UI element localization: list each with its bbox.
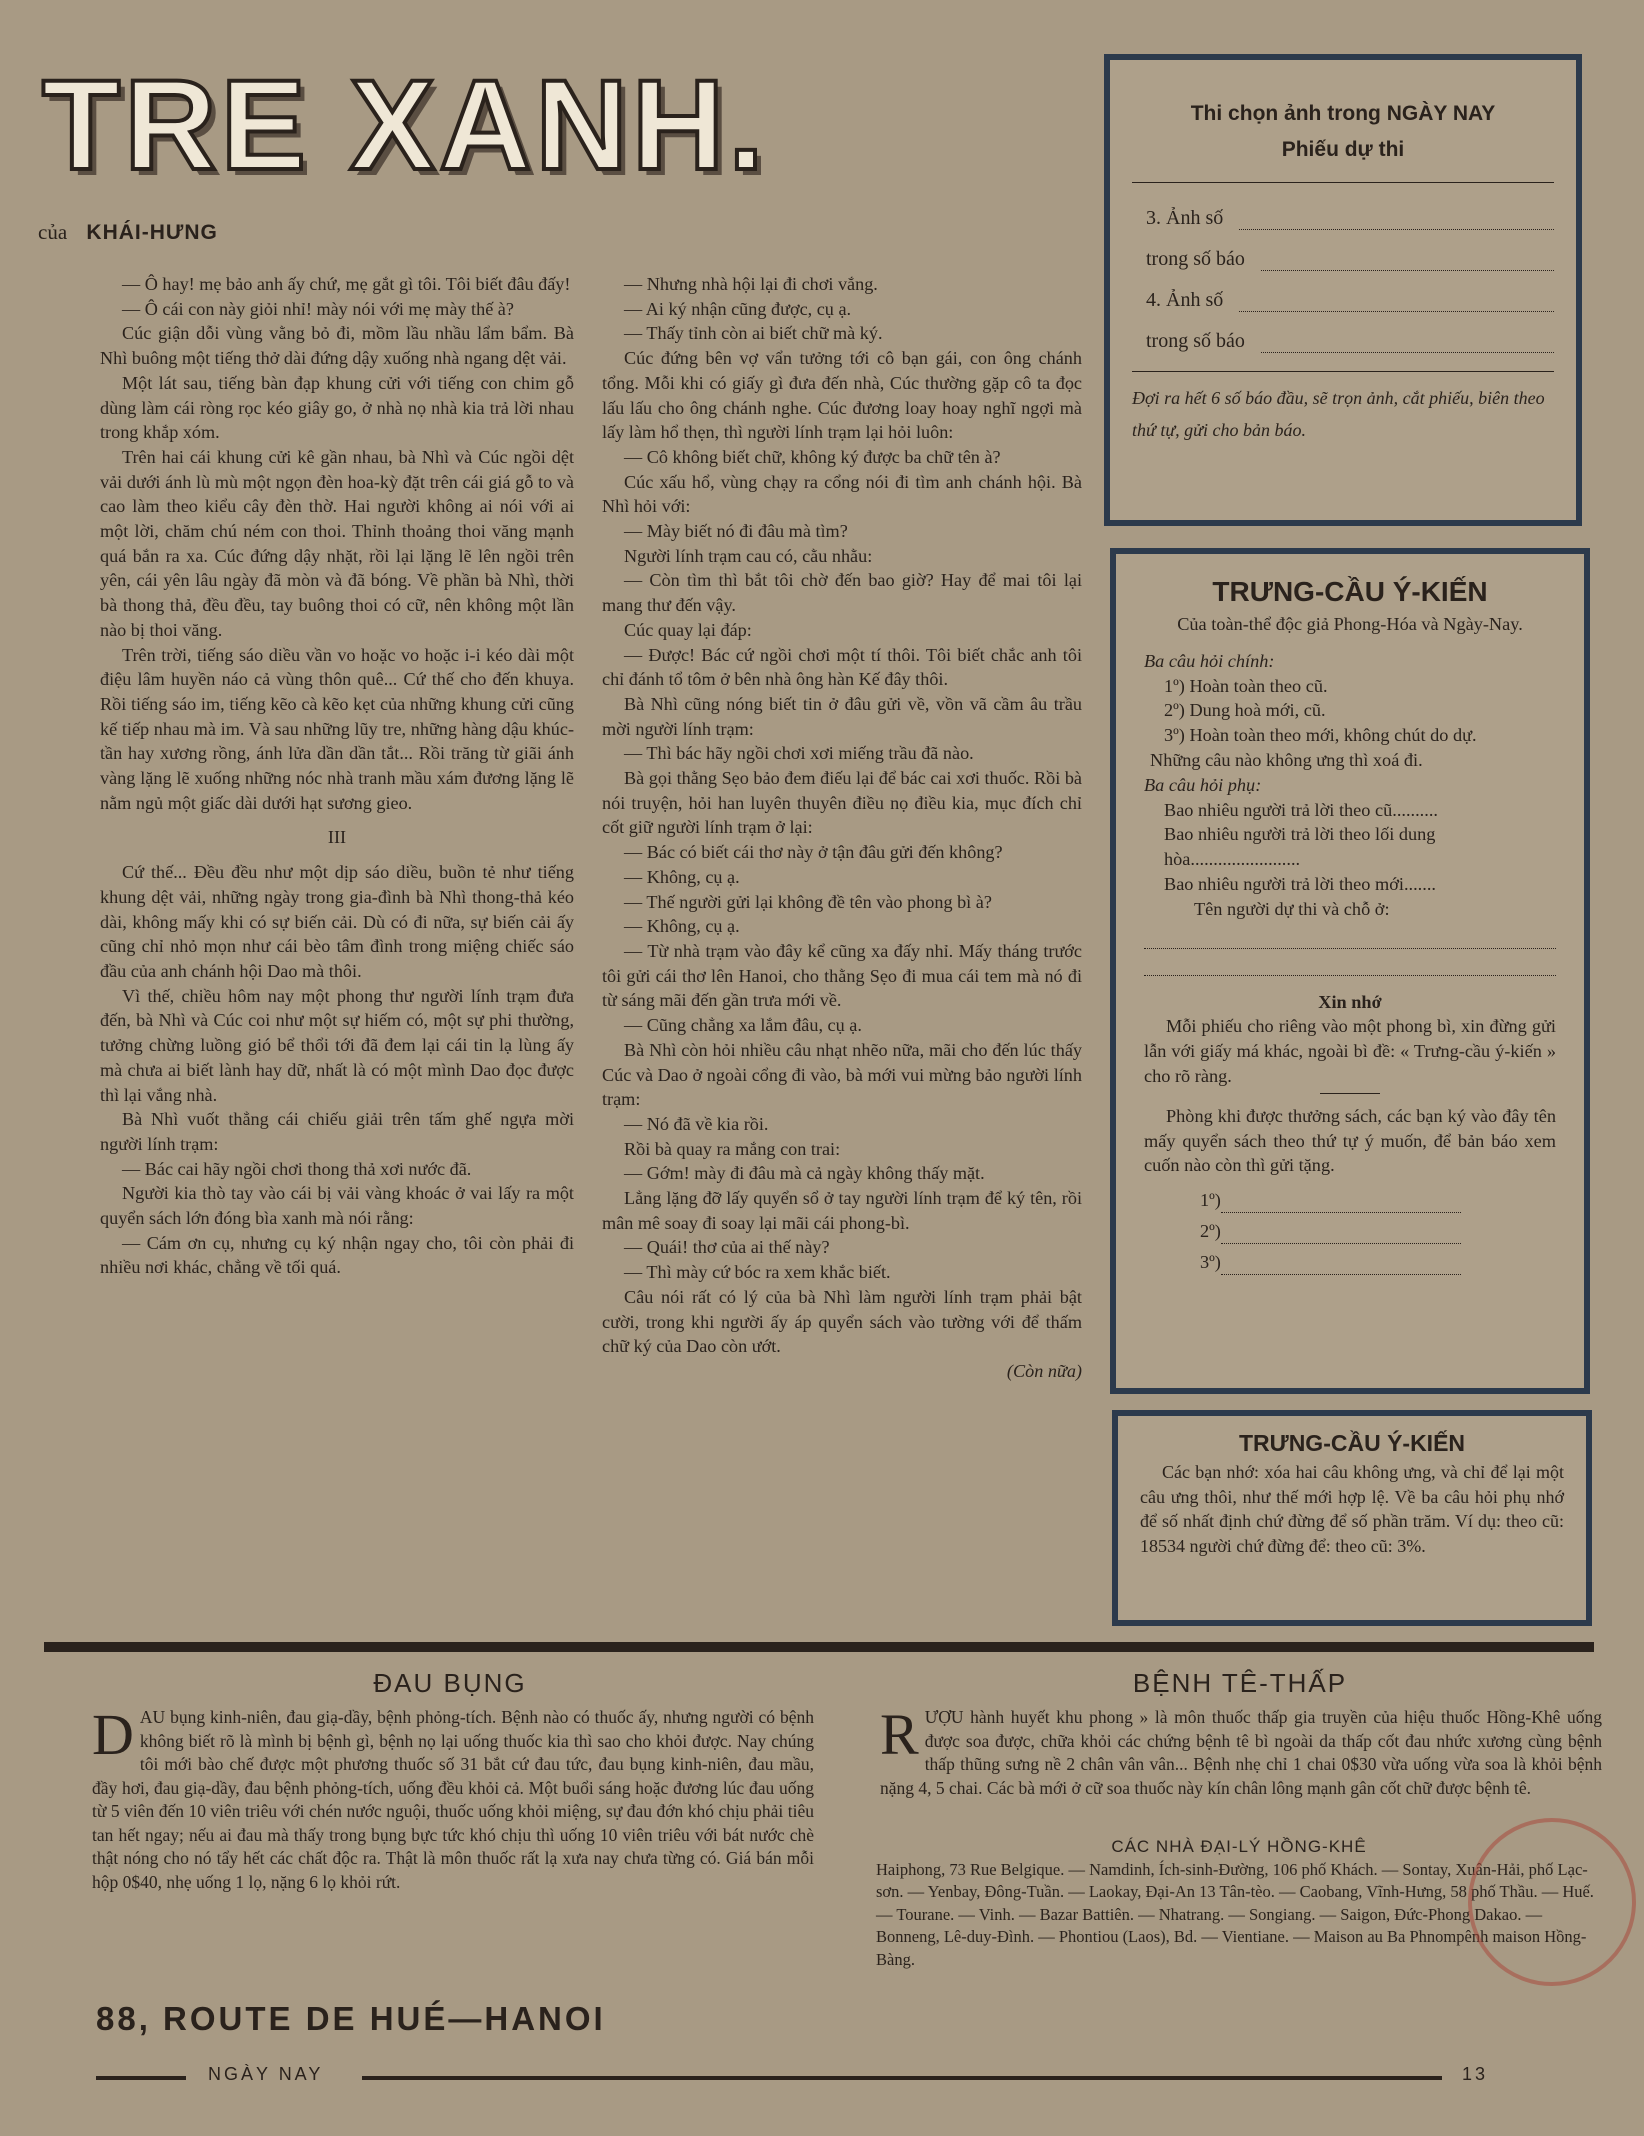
byline bbox=[38, 220, 218, 245]
survey-note-heading: TRƯNG-CẦU Ý-KIẾN bbox=[1238, 1430, 1466, 1456]
ad-stomach-title: ĐAU BỤNG bbox=[373, 1668, 527, 1698]
paragraph: Lẳng lặng đỡ lấy quyển sổ ở tay người lính trạm để ký tên, rồi mân mê soay đi soay lại mãi cái phong-bì. bbox=[602, 1188, 1082, 1233]
paragraph: Trên trời, tiếng sáo diều vần vo hoặc vo hoặc i-i kéo dài một điệu lâm huyền náo cả vùng thôn quê... Cứ thế cho đến khuya. Rồi tiếng sáo im, tiếng kẽo cà kẽo kẹt của những khung cửi cũng kế tiếp nhau mà im. Và sau những lũy tre, những hàng dậu khúc-tần hay xương rồng, ánh lửa dần dần tắt... Rồi trăng từ giãi ánh vàng lặng lẽ xuống những nóc nhà tranh mầu xám đương lặng lẽ nằm ngủ một giấc dài dưới hạt sương gieo. bbox=[100, 644, 574, 813]
option-2[interactable]: 2º) Dung hoà mới, cũ. bbox=[1164, 700, 1326, 721]
agents-title: CÁC NHÀ ĐẠI-LÝ HỒNG-KHÊ bbox=[1111, 1837, 1367, 1856]
ad-stomach-text: DAU bụng kinh-niên, đau giạ-dầy, bệnh phỏng-tích. Bệnh nào có thuốc ấy, nhưng người có bệnh không biết rõ là mình bị bệnh gì, bệnh nọ lại uống thuốc kia thì sao cho khỏi được. Nay chúng tôi mới bào chế được một phương thuốc số 31 bắt cứ đau tức, đau bụng kinh-niên, đau mầu, đầy hơi, đau giạ-dầy, đau bệnh phỏng-tích, uống đều khỏi cả. Một buổi sáng hoặc đương lúc đau uống từ 5 viên đến 10 viên triêu với chén nước nguội, thuốc uống khỏi miệng, sự đau đớn khó chịu phải tiêu tan hết ngay; nếu ai đau mà thấy trong bụng bực tức khó chịu thì uống 10 viên triêu với bát nước chè thật nóng cho nó tẩy hết các chất độc ra. Thật là môn thuốc rất lạ xưa nay chưa từng có. Giá bán mỗi hộp 0$40, nhẹ uống 1 lọ, nặng 6 lọ khỏi rứt. bbox=[92, 1702, 814, 1892]
paragraph: — Bác có biết cái thơ này ở tận đâu gửi đến không? bbox=[624, 842, 1003, 863]
sub-question-3[interactable]: Bao nhiêu người trả lời theo mới....... bbox=[1164, 873, 1436, 894]
paragraph: — Không, cụ ạ. bbox=[624, 866, 740, 887]
paragraph: — Ai ký nhận cũng được, cụ ạ. bbox=[624, 298, 852, 319]
sub-question-2[interactable]: Bao nhiêu người trả lời theo lối dung hòa........................ bbox=[1164, 824, 1436, 870]
sub-questions-label: Ba câu hỏi phụ: bbox=[1144, 774, 1262, 795]
sub-question-1[interactable]: Bao nhiêu người trả lời theo cũ.......... bbox=[1164, 799, 1438, 820]
survey-form bbox=[1110, 548, 1590, 1394]
contest-subheading: Phiếu dự thi bbox=[1281, 138, 1405, 161]
story-title: TRE XANH. bbox=[42, 54, 768, 197]
footer-rule-right bbox=[362, 2076, 1442, 2080]
paragraph: — Nhưng nhà hội lại đi chơi vắng. bbox=[624, 274, 878, 294]
story-column-2 bbox=[602, 272, 1082, 1384]
paragraph: Vì thế, chiều hôm nay một phong thư người lính trạm đưa đến, bà Nhì và Cúc coi như một sự hiếm có, một sự phi thường, tưởng chừng luồng gió bể thổi tới đã đem lại cái tin lạ lùng ấy mà chưa ai biết lành hay dữ, nhất là có một mình Dao đọc được thì lại vắng nhà. bbox=[100, 985, 574, 1105]
remember-heading: Xin nhớ bbox=[1318, 991, 1382, 1012]
paragraph: Bà Nhì vuốt thẳng cái chiếu giải trên tấm ghế ngựa mời người lính trạm: bbox=[100, 1109, 574, 1154]
strike-instruction: Những câu nào không ưng thì xoá đi. bbox=[1150, 749, 1423, 770]
main-questions-label: Ba câu hỏi chính: bbox=[1144, 650, 1275, 671]
paragraph: — Nó đã về kia rồi. bbox=[624, 1113, 769, 1134]
paragraph: Bà Nhì cũng nóng biết tin ở đâu gửi về, vồn vã cầm âu trầu mời người lính trạm: bbox=[602, 693, 1082, 739]
photo-3-field[interactable]: 3. Ảnh số bbox=[1146, 207, 1554, 230]
drop-cap: R bbox=[880, 1702, 919, 1767]
contest-note: Đợi ra hết 6 số báo đầu, sẽ trọn ảnh, cắt phiếu, biên theo thứ tự, gửi cho bản báo. bbox=[1132, 388, 1545, 440]
remember-note-1: Mỗi phiếu cho riêng vào một phong bì, xin đừng gửi lẫn với giấy má khác, ngoài bì đề: « Trưng-cầu ý-kiến » cho rõ ràng. bbox=[1144, 1016, 1556, 1086]
paragraph: Người lính trạm cau có, cằu nhằu: bbox=[624, 545, 873, 566]
option-3[interactable]: 3º) Hoàn toàn theo mới, không chút do dự. bbox=[1164, 725, 1477, 746]
remember-note-2: Phòng khi được thưởng sách, các bạn ký vào đây tên mấy quyển sách theo thứ tự ý muốn, để bản báo xem cuốn nào còn thì gửi tặng. bbox=[1144, 1105, 1556, 1176]
paragraph: Cúc đứng bên vợ vẩn tưởng tới cô bạn gái, con ông chánh tổng. Mỗi khi có giấy gì đưa đến nhà, Cúc thường gặp cô ta đọc lấu lấu cho ông chánh nghe. Cúc đương loay hoay nghĩ ngợi mà lấy làm hổ thẹn, thì người lính trạm lại hỏi luôn: bbox=[602, 348, 1082, 443]
photo-contest-form bbox=[1104, 54, 1582, 526]
name-line[interactable] bbox=[1144, 922, 1556, 949]
paragraph: — Còn tìm thì bắt tôi chờ đến bao giờ? Hay để mai tôi lại mang thư đến vậy. bbox=[602, 570, 1082, 616]
footer-paper-name: NGÀY NAY bbox=[208, 2064, 324, 2084]
paragraph: — Bác cai hãy ngồi chơi thong thả xơi nước đã. bbox=[122, 1158, 472, 1179]
survey-intro: Của toàn-thể độc giả Phong-Hóa và Ngày-Nay. bbox=[1177, 614, 1523, 634]
paragraph: — Không, cụ ạ. bbox=[624, 916, 740, 937]
page-number: 13 bbox=[1462, 2064, 1489, 2084]
paragraph: — Ô cái con này giỏi nhỉ! mày nói với mẹ mày thế à? bbox=[122, 298, 514, 319]
agents-text: Haiphong, 73 Rue Belgique. — Namdinh, Ích-sinh-Đường, 106 phố Khách. — Sontay, Xuân-Hải, phố Lạc-sơn. — Yenbay, Đông-Tuần. — Laokay, Đại-An 13 Tân-tèo. — Caobang, Vĩnh-Hưng, 58 phố Thầu. — Huế. — Tourane. — Vinh. — Bazar Battiên. — Nhatrang. — Songiang. — Saigon, Đức-Phong Dakao. — Bonneng, Lê-duy-Đình. — Phontiou (Laos), Bd. — Vientiane. — Maison au Ba Phnompênh maison Hồng-Bàng. bbox=[876, 1859, 1594, 1969]
divider bbox=[1132, 371, 1554, 372]
book-1-field[interactable]: 1º) bbox=[1200, 1188, 1556, 1213]
paragraph: — Được! Bác cứ ngồi chơi một tí thôi. Tôi biết chắc anh tôi chỉ đánh tổ tôm ở bên nhà ông hàn Kế đây thôi. bbox=[602, 644, 1082, 690]
paragraph: Cúc xấu hổ, vùng chạy ra cổng nói đi tìm anh chánh hội. Bà Nhì hỏi với: bbox=[602, 471, 1082, 517]
paragraph: Bà Nhì còn hỏi nhiều câu nhạt nhẽo nữa, mãi cho đến lúc thấy Cúc và Dao ở ngoài cổng đi vào, bà mới vui mừng bảo người lính trạm: bbox=[602, 1039, 1082, 1110]
book-3-field[interactable]: 3º) bbox=[1200, 1250, 1556, 1275]
paragraph: Bà gọi thằng Sẹo bảo đem điếu lại để bác cai xơi thuốc. Rồi bà nói truyện, hỏi han luyên thuyên điều nọ điều kia, mục đích chỉ cốt giữ người lính trạm ở lại: bbox=[602, 768, 1082, 838]
author-name: KHÁI-HƯNG bbox=[86, 221, 218, 244]
photo-4-field[interactable]: 4. Ảnh số bbox=[1146, 289, 1554, 312]
ads-divider bbox=[44, 1642, 1594, 1652]
paragraph: Trên hai cái khung cửi kê gần nhau, bà Nhì và Cúc ngồi dệt vải dưới ánh lù mù một ngọn đèn hoa-kỳ đặt trên cái giá gỗ to và cao làm theo kiểu cây đèn thờ. Hai người không ai nói với ai một lời, chăm chú ném con thoi. Thỉnh thoảng thoi văng mạnh quá bắn ra xa. Cúc đứng dậy nhặt, rồi lại lặng lẽ lên ngồi trên yên, cái yên lâu ngày đã mòn và đã bóng. Về phần bà Nhì, thời bà thong thả, đều đều, tay buông thoi có cữ, nên không một lần nào bị thoi văng. bbox=[100, 446, 574, 640]
paragraph: Cúc quay lại đáp: bbox=[624, 619, 752, 640]
survey-note-text: Các bạn nhớ: xóa hai câu không ưng, và chỉ để lại một câu ưng thôi, như thế mới hợp lệ. Về ba câu hỏi phụ nhớ để số nhất định chứ đừng để số phần trăm. Ví dụ: theo cũ: 18534 người chứ đừng để: theo cũ: 3%. bbox=[1140, 1462, 1564, 1556]
drop-cap: D bbox=[92, 1702, 134, 1767]
section-number: III bbox=[327, 827, 347, 848]
option-1[interactable]: 1º) Hoàn toàn theo cũ. bbox=[1164, 675, 1328, 696]
paragraph: — Thì bác hãy ngồi chơi xơi miếng trầu đã nào. bbox=[624, 743, 974, 764]
ink-stamp bbox=[1468, 1818, 1636, 1986]
paragraph: — Cám ơn cụ, nhưng cụ ký nhận ngay cho, tôi còn phải đi nhiều nơi khác, chẳng về tối quá. bbox=[100, 1232, 574, 1278]
ad-address: 88, ROUTE DE HUÉ—HANOI bbox=[96, 2000, 606, 2037]
divider bbox=[1320, 1093, 1380, 1094]
paragraph: — Gớm! mày đi đâu mà cả ngày không thấy mặt. bbox=[624, 1163, 985, 1184]
book-2-field[interactable]: 2º) bbox=[1200, 1219, 1556, 1244]
issue-3-field[interactable]: trong số báo bbox=[1146, 248, 1554, 271]
name-address-label: Tên người dự thi và chỗ ở: bbox=[1194, 898, 1390, 919]
contest-heading: Thi chọn ảnh trong NGÀY NAY bbox=[1190, 102, 1496, 125]
paragraph: — Thì mày cứ bóc ra xem khắc biết. bbox=[624, 1262, 891, 1283]
paragraph: — Từ nhà trạm vào đây kể cũng xa đấy nhỉ. Mấy tháng trước tôi gửi cái thơ lên Hanoi, cho thằng Sẹo đi mua cái tem mà nó đi từ sáng mãi đến gần trưa mới về. bbox=[602, 940, 1082, 1011]
to-be-continued: (Còn nữa) bbox=[1006, 1360, 1082, 1381]
paragraph: — Mày biết nó đi đâu mà tìm? bbox=[624, 521, 848, 542]
paragraph: — Cô không biết chữ, không ký được ba chữ tên à? bbox=[624, 446, 1001, 467]
paragraph: Người kia thò tay vào cái bị vải vàng khoác ở vai lấy ra một quyển sách lớn đóng bìa xanh mà nói rằng: bbox=[100, 1183, 574, 1229]
paragraph: — Ô hay! mẹ bảo anh ấy chứ, mẹ gắt gì tôi. Tôi biết đâu đấy! bbox=[122, 274, 571, 294]
paragraph: Cứ thế... Đều đều như một dịp sáo diều, buồn tẻ như tiếng khung dệt vải, những ngày trong gia-đình bà Nhì thong-thả kéo dài, không mấy khi có sự biến cải. Dù có đi nữa, sự biến cải ấy cũng chỉ nhỏ mọn như cái bèo tâm đình trong miệng chiếc sáo đầu của anh chánh hội Dao mà thôi. bbox=[100, 862, 574, 981]
ad-rheumatism-title: BỆNH TÊ-THẤP bbox=[1132, 1668, 1348, 1698]
paragraph: — Cũng chẳng xa lắm đâu, cụ ạ. bbox=[624, 1015, 862, 1036]
story-column-1 bbox=[100, 272, 574, 1280]
ad-rheumatism-text: RƯỢU hành huyết khu phong » là môn thuốc thấp gia truyền của hiệu thuốc Hồng-Khê uống được soa được, chữa khỏi các chứng bệnh tê bì ngoài da thấp cốt đau nhức xương cùng bệnh thấp thũng sưng nề 2 chân vân vân... Bệnh nhẹ chỉ 1 chai 0$30 vừa uống vừa soa là khỏi bệnh nặng 4, 5 chai. Các bà mới ở cữ soa thuốc này kín chân lông mạnh gân cốt chữ được bệnh tê. bbox=[880, 1702, 1602, 1798]
paragraph: — Thấy tỉnh còn ai biết chữ mà ký. bbox=[624, 323, 883, 344]
paragraph: Câu nói rất có lý của bà Nhì làm người lính trạm phải bật cười, trong khi người ấy áp quyển sách vào tường với để thấm chữ ký của Dao còn ướt. bbox=[602, 1286, 1082, 1357]
paragraph: Rồi bà quay ra mắng con trai: bbox=[624, 1138, 841, 1159]
paragraph: Cúc giận dỗi vùng vằng bỏ đi, mồm lầu nhầu lẩm bẩm. Bà Nhì buông một tiếng thở dài đứng dậy xuống nhà ngang dệt vải. bbox=[100, 323, 574, 369]
paragraph: — Thế người gửi lại không đề tên vào phong bì à? bbox=[624, 891, 992, 912]
paragraph: — Quái! thơ của ai thế này? bbox=[624, 1237, 830, 1258]
byline-prefix: của bbox=[38, 220, 68, 244]
divider bbox=[1132, 182, 1554, 183]
address-line[interactable] bbox=[1144, 949, 1556, 976]
footer-rule-left bbox=[96, 2076, 186, 2080]
issue-4-field[interactable]: trong số báo bbox=[1146, 330, 1554, 353]
survey-note-box bbox=[1112, 1410, 1592, 1626]
survey-heading: TRƯNG-CẦU Ý-KIẾN bbox=[1212, 576, 1488, 607]
paragraph: Một lát sau, tiếng bàn đạp khung cửi với tiếng con chim gỗ dùng làm cái ròng rọc kéo giây go, ở nhà nọ nhà kia trả lời nhau trong khắp xóm. bbox=[100, 372, 574, 443]
